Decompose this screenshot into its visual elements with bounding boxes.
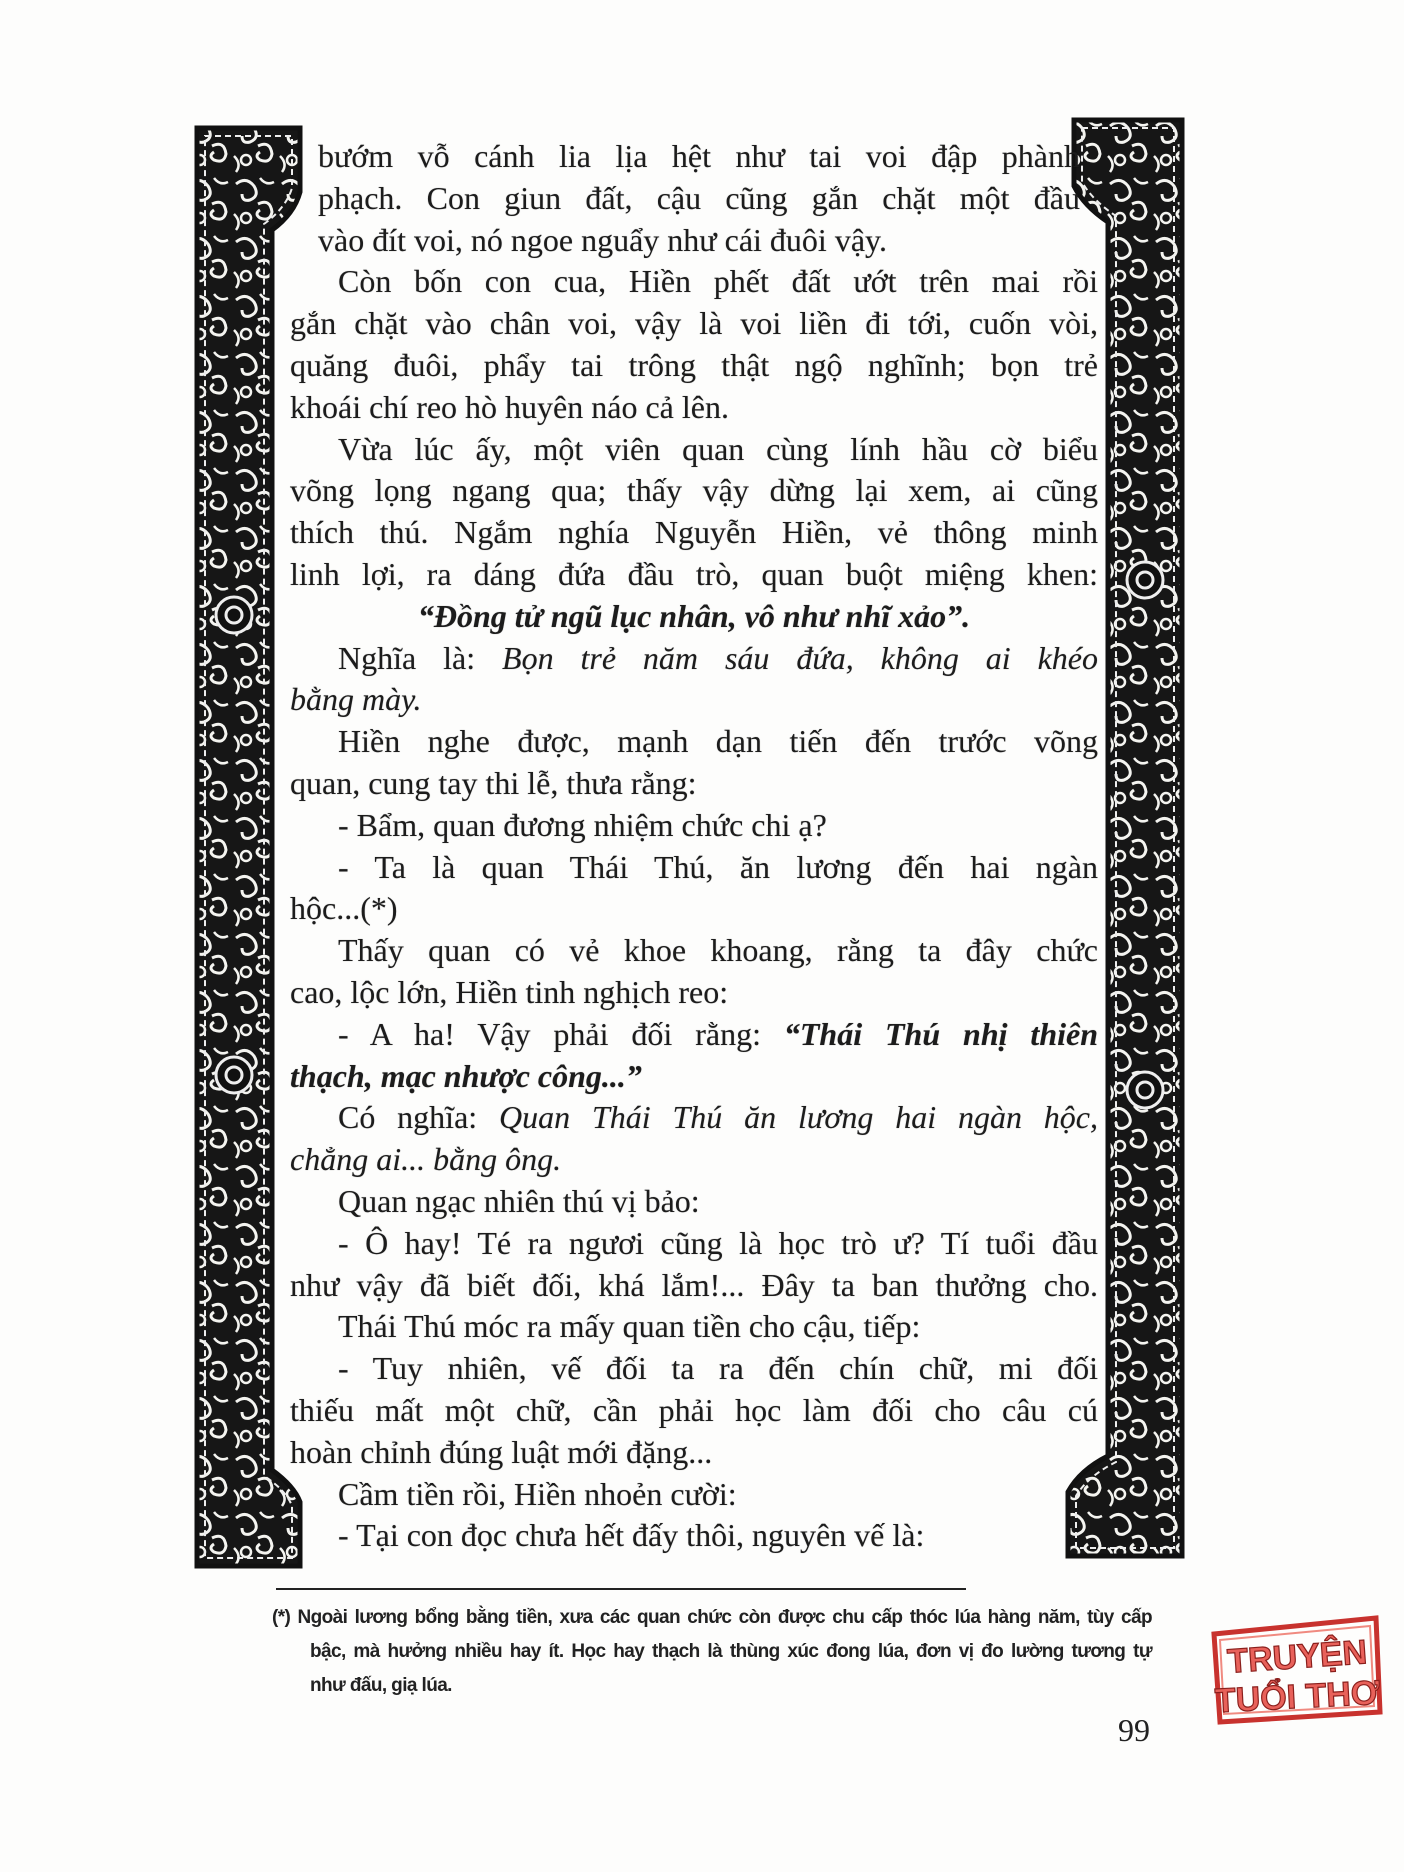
text-line xyxy=(290,1347,1098,1389)
text-line xyxy=(290,1096,1098,1138)
text-line xyxy=(318,177,1080,219)
text-span: Quan ngạc nhiên thú vị bảo: xyxy=(338,1183,700,1219)
text-line xyxy=(290,260,1098,302)
left-border xyxy=(197,128,300,1566)
text-line xyxy=(290,678,1098,720)
text-line xyxy=(290,1264,1098,1306)
text-span: Cầm tiền rồi, Hiền nhoẻn cười: xyxy=(338,1475,737,1512)
italic-text: bằng mày. xyxy=(290,681,422,718)
text-span: thích thú. Ngắm nghía Nguyễn Hiền, vẻ thông minh xyxy=(290,514,1098,551)
text-span: hoàn chỉnh đúng luật mới đặng... xyxy=(290,1433,713,1470)
text-line xyxy=(290,929,1098,971)
text-line xyxy=(290,1013,1098,1055)
text-line xyxy=(290,553,1098,595)
text-span: như vậy đã biết đối, khá lắm!... Đây ta ban thưởng cho. xyxy=(290,1266,1098,1303)
text-span: gắn chặt vào chân voi, vậy là voi liền đi tới, cuốn vòi, xyxy=(290,305,1098,342)
logo-line1: TRUYỆN xyxy=(1226,1633,1369,1681)
text-line xyxy=(290,595,1098,637)
page-number: 99 xyxy=(1118,1712,1150,1748)
italic-text: Quan Thái Thú ăn lương hai ngàn hộc, xyxy=(499,1099,1099,1136)
text-line xyxy=(290,386,1098,428)
text-line xyxy=(290,762,1098,804)
text-line xyxy=(290,971,1098,1013)
footnote-separator xyxy=(276,1588,966,1590)
text-span: linh lợi, ra dáng đứa đầu trò, quan buột miệng khen: xyxy=(290,556,1098,592)
text-line xyxy=(290,1431,1098,1473)
text-line xyxy=(290,1055,1098,1097)
text-span: phạch. Con giun đất, cậu cũng gắn chặt một đầu xyxy=(318,179,1080,216)
text-span: Có nghĩa: xyxy=(338,1099,500,1136)
text-span: - Ta là quan Thái Thú, ăn lương đến hai ngàn xyxy=(338,848,1098,885)
italic-text: chẳng ai... bằng ông. xyxy=(290,1141,562,1178)
footnote-line: bậc, mà hưởng nhiều hay ít. Học hay thạch là thùng xúc đong lúa, đơn vị đo lường tương tự xyxy=(310,1641,1152,1662)
text-span: hộc...(*) xyxy=(290,890,398,927)
footnote-line: (*) Ngoài lương bổng bằng tiền, xưa các quan chức còn được chu cấp thóc lúa hàng năm, tùy cấp xyxy=(272,1607,1152,1628)
text-span: Vừa lúc ấy, một viên quan cùng lính hầu cờ biểu xyxy=(338,430,1098,467)
text-line xyxy=(290,1138,1098,1180)
text-span: quăng đuôi, phẩy tai trông thật ngộ nghĩnh; bọn trẻ xyxy=(290,347,1098,383)
text-line xyxy=(290,428,1098,470)
text-line xyxy=(290,469,1098,511)
text-line xyxy=(290,804,1098,846)
text-span: Thái Thú móc ra mấy quan tiền cho cậu, tiếp: xyxy=(338,1308,921,1345)
text-line xyxy=(290,720,1098,762)
text-span: thiếu mất một chữ, cần phải học làm đối cho câu cú xyxy=(290,1392,1098,1428)
text-line xyxy=(290,887,1098,929)
text-line xyxy=(290,1222,1098,1264)
text-span: quan, cung tay thi lễ, thưa rằng: xyxy=(290,765,697,801)
text-span: cao, lộc lớn, Hiền tinh nghịch reo: xyxy=(290,974,729,1010)
text-span: - A ha! Vậy phải đối rằng: xyxy=(338,1015,784,1052)
bold-italic-quote: “Thái Thú nhị thiên xyxy=(783,1015,1099,1052)
text-line xyxy=(318,135,1080,177)
text-span: võng lọng ngang qua; thấy vậy dừng lại xem, ai cũng xyxy=(290,472,1098,509)
text-span: vào đít voi, nó ngoe nguẩy như cái đuôi vậy. xyxy=(318,221,887,258)
text-line xyxy=(318,219,1080,261)
text-span: Nghĩa là: xyxy=(338,639,503,676)
text-span: khoái chí reo hò huyên náo cả lên. xyxy=(290,388,729,425)
text-line xyxy=(290,1389,1098,1431)
bold-italic-quote: “Đồng tử ngũ lục nhân, vô như nhĩ xảo”. xyxy=(417,597,971,634)
footnote-line: như đấu, giạ lúa. xyxy=(310,1675,452,1696)
text-line xyxy=(290,637,1098,679)
text-line xyxy=(290,1514,1098,1556)
italic-text: Bọn trẻ năm sáu đứa, không ai khéo xyxy=(502,639,1099,676)
text-span: bướm vỗ cánh lia lịa hệt như tai voi đập phành xyxy=(318,138,1080,174)
text-span: - Tại con đọc chưa hết đấy thôi, nguyên vế là: xyxy=(338,1517,925,1554)
text-line xyxy=(290,1305,1098,1347)
text-span: Hiền nghe được, mạnh dạn tiến đến trước võng xyxy=(338,723,1098,760)
text-line xyxy=(290,1473,1098,1515)
bold-italic-quote: thạch, mạc nhược công...” xyxy=(290,1057,642,1094)
text-line xyxy=(290,1180,1098,1222)
text-span: Thấy quan có vẻ khoe khoang, rằng ta đây chức xyxy=(338,932,1098,969)
logo-line2: TUỔI THƠ xyxy=(1214,1673,1381,1721)
text-span: - Bẩm, quan đương nhiệm chức chi ạ? xyxy=(338,806,827,843)
text-line xyxy=(290,511,1098,553)
text-span: Còn bốn con cua, Hiền phết đất ướt trên mai rồi xyxy=(338,263,1098,300)
watermark-logo xyxy=(1206,1612,1386,1730)
text-span: - Ô hay! Té ra ngươi cũng là học trò ư? Tí tuổi đầu xyxy=(338,1224,1098,1261)
text-line xyxy=(290,846,1098,888)
text-span: - Tuy nhiên, vế đối ta ra đến chín chữ, mi đối xyxy=(338,1350,1098,1387)
text-line xyxy=(290,302,1098,344)
text-line xyxy=(290,344,1098,386)
